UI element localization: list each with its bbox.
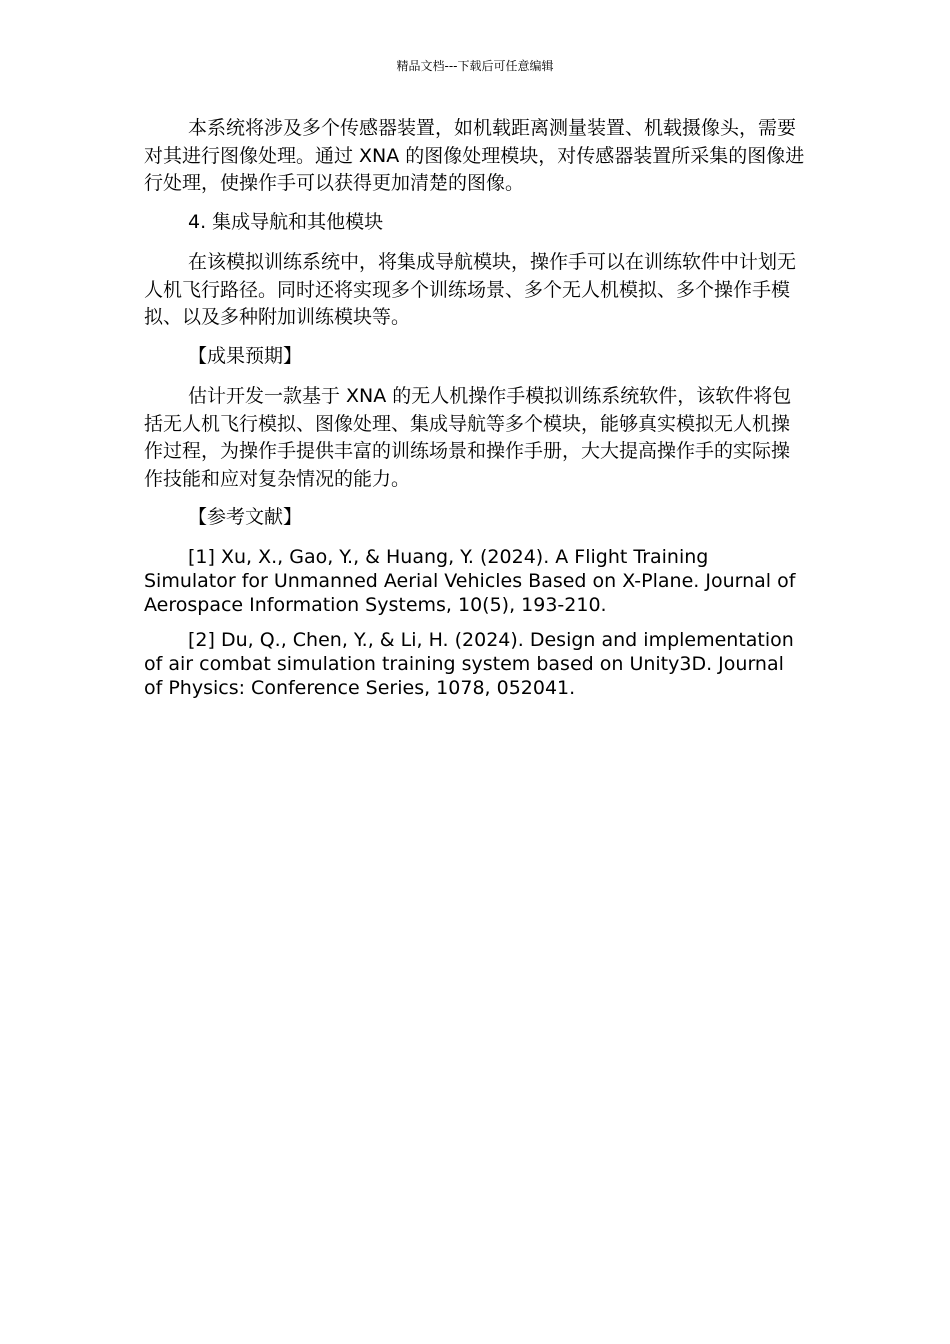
document-body — [144, 115, 806, 711]
section-heading-navigation: 4. 集成导航和其他模块 — [188, 210, 384, 233]
section-heading-expected-results: 【成果预期】 — [188, 344, 303, 367]
section-heading-references: 【参考文献】 — [188, 506, 303, 528]
paragraph-image-processing: 本系统将涉及多个传感器装置，如机载距离测量装置、机载摄像头，需要对其进行图像处理。通过 XNA 的图像处理模块，对传感器装置所采集的图像进行处理，使操作手可以获得更加清楚的图像。 — [144, 117, 805, 194]
paragraph-expected-results: 估计开发一款基于 XNA 的无人机操作手模拟训练系统软件，该软件将包括无人机飞行模拟、图像处理、集成导航等多个模块，能够真实模拟无人机操作过程，为操作手提供丰富的训练场景和操作手册，大大提高操作手的实际操作技能和应对复杂情况的能力。 — [144, 385, 792, 490]
page-header: 精品文档---下载后可任意编辑 — [396, 59, 554, 73]
paragraph-navigation: 在该模拟训练系统中，将集成导航模块，操作手可以在训练软件中计划无人机飞行路径。同时还将实现多个训练场景、多个无人机模拟、多个操作手模拟、以及多种附加训练模块等。 — [144, 251, 797, 328]
reference-item: [1] Xu, X., Gao, Y., & Huang, Y. (2024). A Flight Training Simulator for Unmanned Aerial Vehicles Based on X-Plane. Journal of Aerospace Information Systems, 10(5), 193-210. — [144, 545, 796, 616]
reference-item: [2] Du, Q., Chen, Y., & Li, H. (2024). Design and implementation of air combat simulation training system based on Unity3D. Journal of Physics: Conference Series, 1078, 052041. — [144, 628, 794, 699]
